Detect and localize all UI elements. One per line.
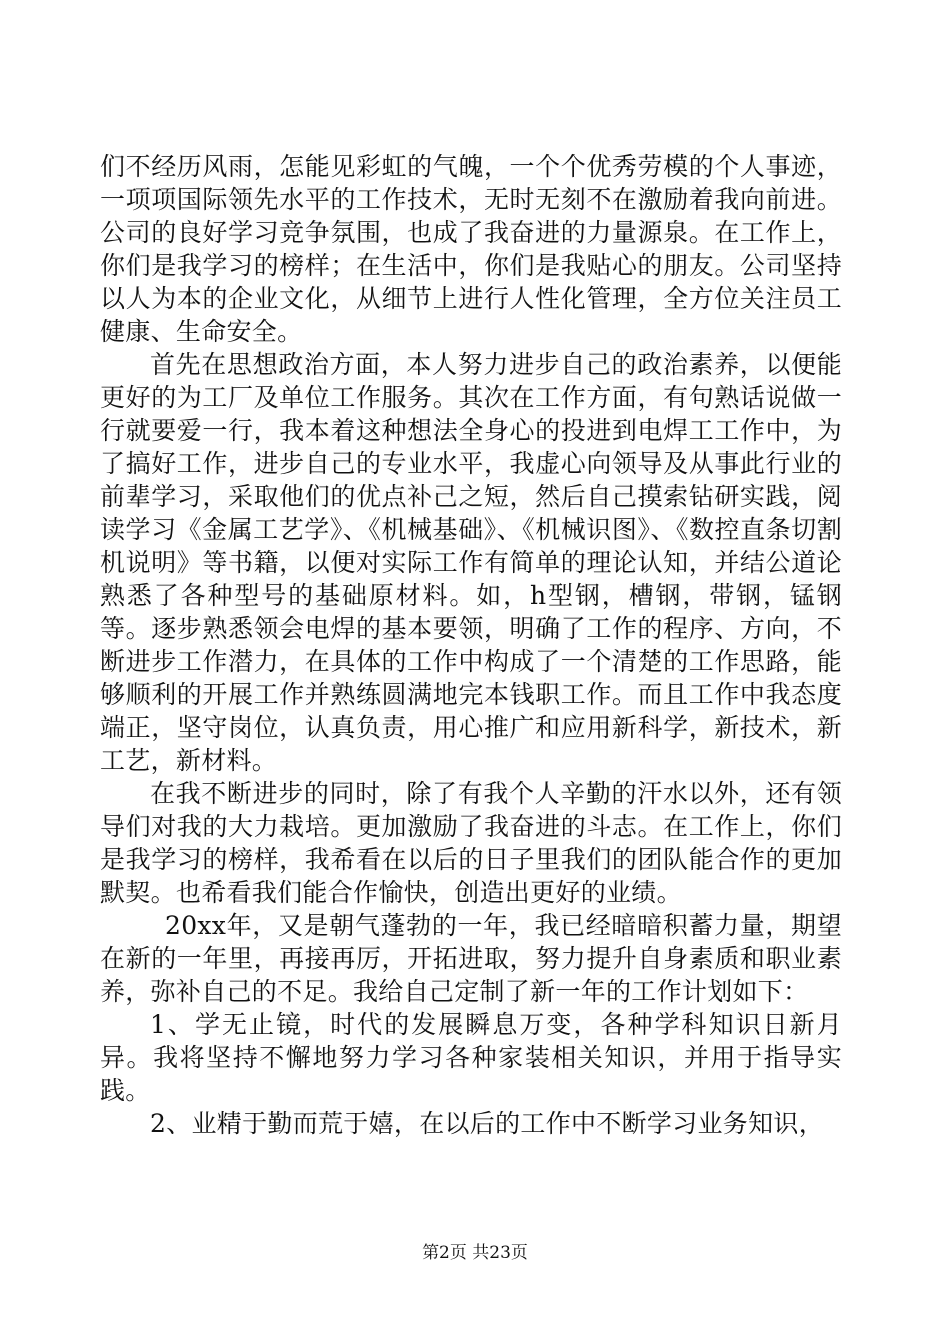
list-item-plan-2: 2、业精于勤而荒于嬉，在以后的工作中不断学习业务知识，	[150, 1109, 825, 1138]
document-body	[100, 150, 842, 1140]
page-number-footer: 第2页 共23页	[422, 1243, 528, 1263]
list-item-plan-1: 1、学无止镜，时代的发展瞬息万变，各种学科知识日新月异。我将坚持不懈地努力学习各种家装相关知识，并用于指导实践。	[100, 1010, 842, 1105]
paragraph-continuation: 们不经历风雨，怎能见彩虹的气魄，一个个优秀劳模的个人事迹，一项项国际领先水平的工作技术，无时无刻不在激励着我向前进。公司的良好学习竞争氛围，也成了我奋进的力量源泉。在工作上，你们是我学习的榜样；在生活中，你们是我贴心的朋友。公司坚持以人为本的企业文化，从细节上进行人性化管理，全方位关注员工健康、生命安全。	[100, 152, 842, 346]
paragraph-progress: 在我不断进步的同时，除了有我个人辛勤的汗水以外，还有领导们对我的大力栽培。更加激励了我奋进的斗志。在工作上，你们是我学习的榜样，我希看在以后的日子里我们的团队能合作的更加默契。也希看我们能合作愉快，创造出更好的业绩。	[100, 779, 842, 907]
paragraph-new-year: 20xx年，又是朝气蓬勃的一年，我已经暗暗积蓄力量，期望在新的一年里，再接再厉，开拓进取，努力提升自身素质和职业素养，弥补自己的不足。我给自己定制了新一年的工作计划如下：	[100, 911, 842, 1006]
paragraph-thinking-work: 首先在思想政治方面，本人努力进步自己的政治素养，以便能更好的为工厂及单位工作服务。其次在工作方面，有句熟话说做一行就要爱一行，我本着这种想法全身心的投进到电焊工工作中，为了搞好工作，进步自己的专业水平，我虚心向领导及从事此行业的前辈学习，采取他们的优点补己之短，然后自己摸索钻研实践，阅读学习《金属工艺学》、《机械基础》、《机械识图》、《数控直条切割机说明》等书籍，以便对实际工作有简单的理论认知，并结公道论熟悉了各种型号的基础原材料。如，h型钢，槽钢，带钢，锰钢等。逐步熟悉领会电焊的基本要领，明确了工作的程序、方向，不断进步工作潜力，在具体的工作中构成了一个清楚的工作思路，能够顺利的开展工作并熟练圆满地完本钱职工作。而且工作中我态度端正，坚守岗位，认真负责，用心推广和应用新科学，新技术，新工艺，新材料。	[100, 350, 842, 775]
